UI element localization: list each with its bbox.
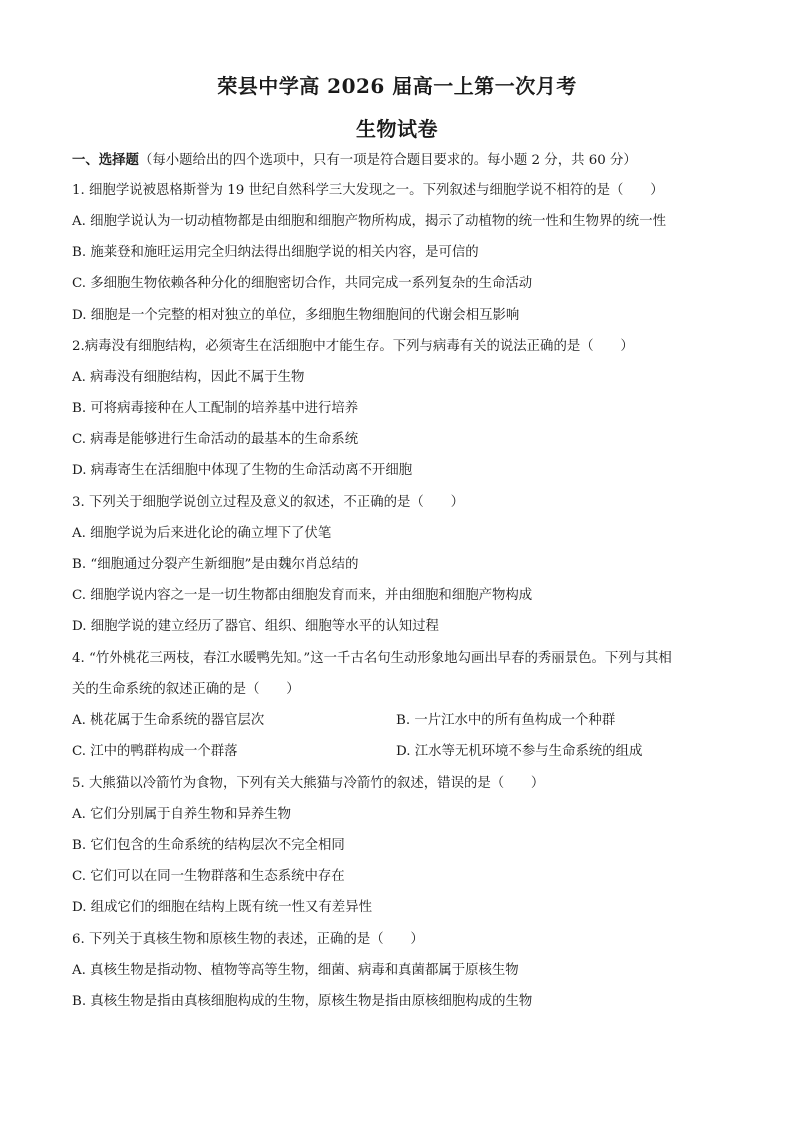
exam-subtitle: 生物试卷 <box>356 117 438 141</box>
question-4-option-d: D. 江水等无机环境不参与生命系统的组成 <box>396 744 643 759</box>
section-heading: 一、选择题 <box>72 152 139 168</box>
question-4-stem-line-2: 关的生命系统的叙述正确的是（ ） <box>72 682 300 697</box>
section-instruction: （每小题给出的四个选项中，只有一项是符合题目要求的。每小题 2 分，共 60 分） <box>138 153 637 168</box>
question-3-option-a: A. 细胞学说为后来进化论的确立埋下了伏笔 <box>72 526 332 541</box>
question-4-option-b: B. 一片江水中的所有鱼构成一个种群 <box>396 713 616 728</box>
question-3-option-b: B. “细胞通过分裂产生新细胞”是由魏尔肖总结的 <box>72 557 359 572</box>
question-1-option-a: A. 细胞学说认为一切动植物都是由细胞和细胞产物所构成，揭示了动植物的统一性和生物界的统一性 <box>72 214 666 229</box>
question-2-stem: 2.病毒没有细胞结构，必须寄生在活细胞中才能生存。下列与病毒有关的说法正确的是（ ） <box>72 339 634 354</box>
question-6-option-b: B. 真核生物是指由真核细胞构成的生物，原核生物是指由原核细胞构成的生物 <box>72 994 533 1009</box>
question-1-stem: 1. 细胞学说被恩格斯誉为 19 世纪自然科学三大发现之一。下列叙述与细胞学说不相符的是（ ） <box>72 183 664 198</box>
question-2-option-b: B. 可将病毒接种在人工配制的培养基中进行培养 <box>72 401 359 416</box>
exam-title: 荣县中学高 2026 届高一上第一次月考 <box>217 74 577 98</box>
question-4-stem-line-1: 4. “竹外桃花三两枝，春江水暖鸭先知。”这一千古名句生动形象地勾画出早春的秀丽景色。下列与其相 <box>72 651 672 666</box>
question-2-option-d: D. 病毒寄生在活细胞中体现了生物的生命活动离不开细胞 <box>72 463 413 478</box>
question-6-stem: 6. 下列关于真核生物和原核生物的表述，正确的是（ ） <box>72 932 424 947</box>
question-5-stem: 5. 大熊猫以冷箭竹为食物，下列有关大熊猫与冷箭竹的叙述，错误的是（ ） <box>72 776 545 791</box>
question-1-option-d: D. 细胞是一个完整的相对独立的单位，多细胞生物细胞间的代谢会相互影响 <box>72 308 520 323</box>
question-5-option-b: B. 它们包含的生命系统的结构层次不完全相同 <box>72 838 345 853</box>
question-1-option-b: B. 施莱登和施旺运用完全归纳法得出细胞学说的相关内容，是可信的 <box>72 245 479 260</box>
question-3-stem: 3. 下列关于细胞学说创立过程及意义的叙述，不正确的是（ ） <box>72 495 464 510</box>
question-4-option-a: A. 桃花属于生命系统的器官层次 <box>72 713 265 728</box>
section-heading-line <box>72 151 637 170</box>
question-3-option-c: C. 细胞学说内容之一是一切生物都由细胞发育而来，并由细胞和细胞产物构成 <box>72 588 533 603</box>
question-2-option-a: A. 病毒没有细胞结构，因此不属于生物 <box>72 370 305 385</box>
question-4-option-c: C. 江中的鸭群构成一个群落 <box>72 744 238 759</box>
question-2-option-c: C. 病毒是能够进行生命活动的最基本的生命系统 <box>72 432 359 447</box>
question-5-option-c: C. 它们可以在同一生物群落和生态系统中存在 <box>72 869 345 884</box>
question-5-option-d: D. 组成它们的细胞在结构上既有统一性又有差异性 <box>72 900 372 915</box>
question-3-option-d: D. 细胞学说的建立经历了器官、组织、细胞等水平的认知过程 <box>72 619 439 634</box>
question-6-option-a: A. 真核生物是指动物、植物等高等生物，细菌、病毒和真菌都属于原核生物 <box>72 963 519 978</box>
question-5-option-a: A. 它们分别属于自养生物和异养生物 <box>72 807 292 822</box>
question-1-option-c: C. 多细胞生物依赖各种分化的细胞密切合作，共同完成一系列复杂的生命活动 <box>72 276 533 291</box>
